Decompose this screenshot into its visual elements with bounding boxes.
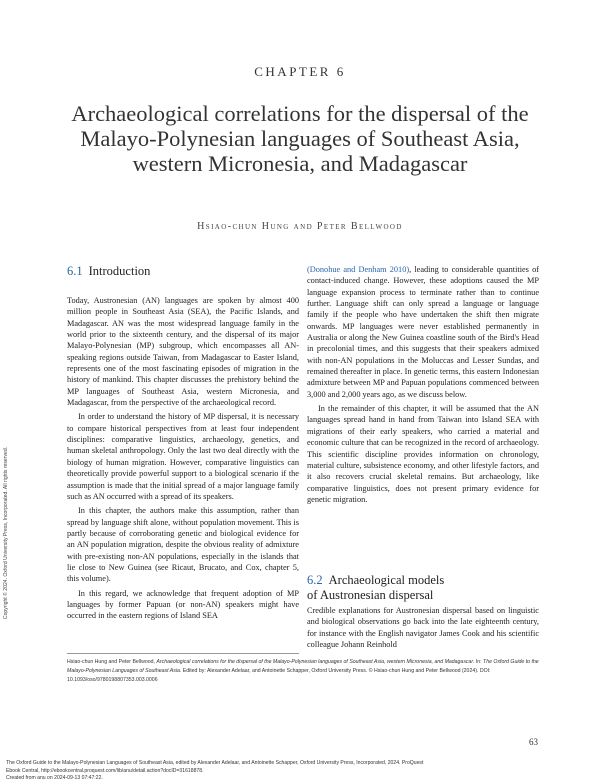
chapter-title: Archaeological correlations for the dispersal of the Malayo-Polynesian languages of Southeast Asia, western Micronesia, and Madagascar bbox=[71, 101, 529, 176]
paragraph: Credible explanations for Austronesian dispersal based on linguistic and biological observations go back into the late eighteenth century, for instance with the English navigator James Cook and his scientific colleague Johann Reinhold bbox=[307, 606, 539, 650]
section-heading-models bbox=[307, 573, 539, 603]
citation-line: The Oxford Guide to the Malayo-Polynesian Languages of Southeast Asia, edited by Alexander Adelaar, and Antoinette Schapper, Oxford University Press, Incorporated, 2024. ProQuest bbox=[6, 760, 424, 766]
section-heading-introduction bbox=[67, 264, 299, 279]
section-title: Archaeological models bbox=[328, 573, 445, 587]
footnote-title: Archaeological correlations for the dispersal of the Malayo-Polynesian languages of Southeast Asia, western Micronesia, and Madagascar. bbox=[156, 659, 475, 665]
section-title-line2: of Austronesian dispersal bbox=[307, 588, 434, 602]
right-column bbox=[307, 264, 539, 505]
footnote bbox=[67, 658, 539, 685]
section-number: 6.2 bbox=[307, 573, 323, 587]
paragraph-text: , leading to considerable quantities of contact-induced change. However, these adoptions caused the MP language expansion process to terminate rather than to continue further. Language shift can only spread a language or language family if the people who have undertaken the shift then migrate onwards. MP languages were never established permanently in Australia or along the New Guinea coastline south of the Bird's Head in precolonial times, and this suggests that their speakers admixed with non-AN populations in the Moluccas and Lesser Sundas, and remained thereafter in place. In genetic terms, this eastern Indonesian admixture between MP and Papuan populations commenced between 3,000 and 2,000 years ago, as we discuss below. bbox=[307, 265, 539, 399]
citation-line[interactable]: Ebook Central, http://ebookcentral.proquest.com/lib/anu/detail.action?docID=31618878. bbox=[6, 767, 204, 774]
paragraph bbox=[307, 264, 539, 400]
left-column bbox=[67, 295, 299, 622]
citation-line: Created from anu on 2024-09-13 07:47:22. bbox=[6, 775, 103, 782]
bottom-citation bbox=[6, 760, 596, 783]
side-copyright: Copyright © 2024. Oxford University Press, Incorporated. All rights reserved. bbox=[3, 446, 9, 620]
page-number: 63 bbox=[529, 737, 538, 747]
authors: Hsiao-chun Hung and Peter Bellwood bbox=[197, 221, 403, 232]
section-title: Introduction bbox=[88, 264, 151, 278]
footnote-text: Hsiao-chun Hung and Peter Bellwood, bbox=[67, 659, 157, 665]
paragraph: In the remainder of this chapter, it will be assumed that the AN languages spread hand in hand from Taiwan into Island SEA with migrations of their early speakers, who carried a material and economic culture that can be recognized in the record of archaeology. This scientific discipline provides information on chronology, material culture, subsistence economy, and other lifestyle factors, and it also recovers crucial skeletal remains. But archaeology, like comparative linguistics, does not present primary evidence for genetic migration. bbox=[307, 404, 539, 504]
paragraph: In this regard, we acknowledge that frequent adoption of MP languages by former Papuan (or non-AN) speakers might have occurred in the eastern regions of Island SEA bbox=[67, 588, 299, 621]
paragraph: Today, Austronesian (AN) languages are spoken by almost 400 million people in Southeast Asia (SEA), the Pacific Islands, and Madagascar. AN was the most widespread language family in the world prior to the sixteenth century, and the dispersal of its major Malayo-Polynesian (MP) subgroup, which encompasses all AN-speaking regions outside Taiwan, from Madagascar to Easter Island, represents one of the most fascinating episodes of migration in the history of mankind. This chapter discusses the prehistory behind the MP languages of Southeast Asia, western Micronesia, and Madagascar, from the perspective of the archaeological record. bbox=[67, 296, 299, 408]
section-number: 6.1 bbox=[67, 264, 83, 278]
footnote-rule bbox=[67, 653, 299, 654]
footnote-book-title: The Oxford Guide to the Malayo-Polynesian Languages of Southeast Asia. bbox=[67, 659, 539, 674]
citation-link[interactable]: (Donohue and Denham 2010) bbox=[307, 265, 410, 274]
right-column-section2 bbox=[307, 605, 539, 650]
paragraph: In order to understand the history of MP dispersal, it is necessary to compare historical perspectives from at least four independent disciplines: comparative linguistics, archaeology, genetics, and human skeletal anthropology. Only the last two deal directly with the biology of human migration. However, comparative linguistics can theoretically provide powerful support to a biological scenario if the assumption is made that the initial spread of a major language family such as AN occurred with a spread of its speakers. bbox=[67, 412, 299, 501]
footnote-text: In: bbox=[474, 659, 484, 665]
paragraph: In this chapter, the authors make this assumption, rather than spread by language shift alone, without population movement. This is partly because of corroborating genetic and biological evidence for an AN population migration, despite the obvious reality of admixture with pre-existing non-AN populations, especially in the islands that lie close to New Guinea (see Ricaut, Brucato, and Cox, chapter 5, this volume). bbox=[67, 506, 299, 584]
chapter-label: CHAPTER 6 bbox=[254, 64, 346, 79]
footnote-text: Edited by: Alexander Adelaar, and Antoinette Schapper, Oxford University Press. © Hsiao-chun Hung and Peter Bellwood (2024). DOI: 10.1093/oso/9780198807353.003.0006 bbox=[67, 668, 491, 683]
